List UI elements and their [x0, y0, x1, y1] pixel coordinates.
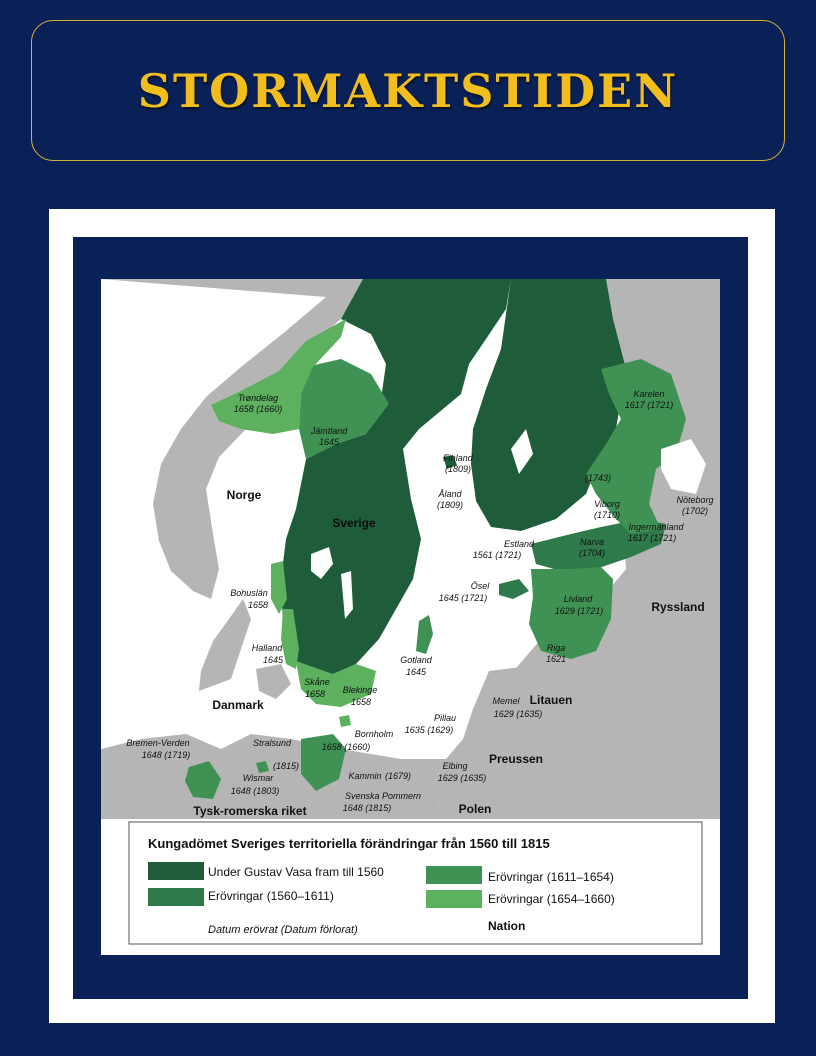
label-viborg-date: (1710): [593, 510, 621, 520]
legend-date-note: Datum erövrat (Datum förlorat): [208, 924, 358, 936]
label-stralsund-name: Stralsund: [252, 738, 292, 748]
page-title: STORMAKTSTIDEN: [137, 63, 679, 118]
label-bornholm-name: Bornholm: [354, 729, 394, 739]
nation-ryssland: Ryssland: [651, 600, 705, 614]
label-pillau-date: 1635 (1629): [404, 725, 454, 735]
label-viborg-name: Viborg: [594, 499, 620, 509]
nation-litauen: Litauen: [529, 693, 573, 707]
legend-swatch-1560-1611: [148, 888, 204, 906]
label-aland-name: Åland: [438, 489, 462, 499]
legend-label-gustav-vasa: Under Gustav Vasa fram till 1560: [208, 865, 384, 879]
legend-swatch-1654-1660: [426, 890, 482, 908]
label-osel-date: 1645 (1721): [438, 593, 488, 603]
nation-preussen: Preussen: [488, 752, 544, 766]
label-elbing-date: 1629 (1635): [437, 773, 487, 783]
nation-sverige: Sverige: [332, 516, 376, 530]
label-bornholm-date: 1658 (1660): [321, 742, 371, 752]
label-livland-name: Livland: [563, 594, 593, 604]
label-stralsund-date: (1815): [272, 761, 300, 771]
label-bohuslan-date: 1658: [247, 600, 269, 610]
legend-swatch-1611-1654: [426, 866, 482, 884]
label-narva-name: Narva: [579, 537, 605, 547]
label-jamtland-name: Jämtland: [310, 426, 348, 436]
label-estland-name: Estland: [503, 539, 535, 549]
legend-label-1560-1611: Erövringar (1560–1611): [208, 889, 334, 903]
label-pillau-name: Pillau: [433, 713, 457, 723]
label-bohuslan-name: Bohuslän: [230, 588, 268, 598]
label-skane-date: 1658: [304, 689, 326, 699]
label-aland-date: (1809): [436, 500, 464, 510]
label-gotland-date: 1645: [405, 667, 427, 677]
label-osel-name: Ösel: [470, 581, 490, 591]
legend: [129, 822, 702, 944]
label-riga-name: Riga: [546, 643, 566, 653]
label-bremen-verden-name: Bremen-Verden: [126, 738, 190, 748]
label-ingermanland-name: Ingermanland: [628, 522, 684, 532]
label-kammin-date: (1679): [384, 771, 412, 781]
legend-label-1611-1654: Erövringar (1611–1654): [488, 870, 614, 884]
label-ingermanland-date: 1617 (1721): [627, 533, 677, 543]
label-karelen-date: 1617 (1721): [624, 400, 674, 410]
label-finland-date: (1809): [444, 464, 472, 474]
nation-norge: Norge: [226, 488, 262, 502]
label-gotland-name: Gotland: [400, 655, 432, 665]
label-pommern-date: 1648 (1815): [342, 803, 392, 813]
label-noteborg-date: (1702): [681, 506, 709, 516]
label-pommern-name: Svenska Pommern: [344, 791, 422, 801]
label-blekinge-name: Blekinge: [342, 685, 378, 695]
label-kammin-name: Kammin: [348, 771, 382, 781]
label-memel-date: 1629 (1635): [493, 709, 543, 719]
label-karelen-name: Karelen: [633, 389, 665, 399]
legend-title: Kungadömet Sveriges territoriella förändringar från 1560 till 1815: [148, 836, 550, 851]
label-skane-name: Skåne: [304, 677, 330, 687]
label-jamtland-date: 1645: [318, 437, 340, 447]
nation-tysk-romerska: Tysk-romerska riket: [193, 804, 307, 818]
label-1743-date: (1743): [584, 473, 612, 483]
label-noteborg-name: Nöteborg: [676, 495, 714, 505]
label-wismar-name: Wismar: [242, 773, 274, 783]
label-bremen-verden-date: 1648 (1719): [141, 750, 191, 760]
label-trondelag-name: Trøndelag: [237, 393, 279, 403]
label-livland-date: 1629 (1721): [554, 606, 604, 616]
label-finland-name: Finland: [443, 453, 473, 463]
map-panel: [101, 279, 720, 955]
label-halland-name: Halland: [251, 643, 283, 653]
label-estland-date: 1561 (1721): [472, 550, 522, 560]
nation-danmark: Danmark: [212, 698, 264, 712]
legend-nation-note: Nation: [488, 919, 526, 933]
label-halland-date: 1645: [262, 655, 284, 665]
title-banner: [31, 20, 785, 161]
label-narva-date: (1704): [578, 548, 606, 558]
label-riga-date: 1621: [545, 654, 567, 664]
legend-label-1654-1660: Erövringar (1654–1660): [488, 892, 615, 906]
label-blekinge-date: 1658: [350, 697, 372, 707]
nation-polen: Polen: [458, 802, 492, 816]
region-bornholm: [339, 715, 351, 727]
legend-swatch-gustav-vasa: [148, 862, 204, 880]
map-svg: [101, 279, 720, 955]
label-elbing-name: Elbing: [442, 761, 468, 771]
label-memel-name: Memel: [492, 696, 520, 706]
label-wismar-date: 1648 (1803): [230, 786, 280, 796]
label-trondelag-date: 1658 (1660): [233, 404, 283, 414]
